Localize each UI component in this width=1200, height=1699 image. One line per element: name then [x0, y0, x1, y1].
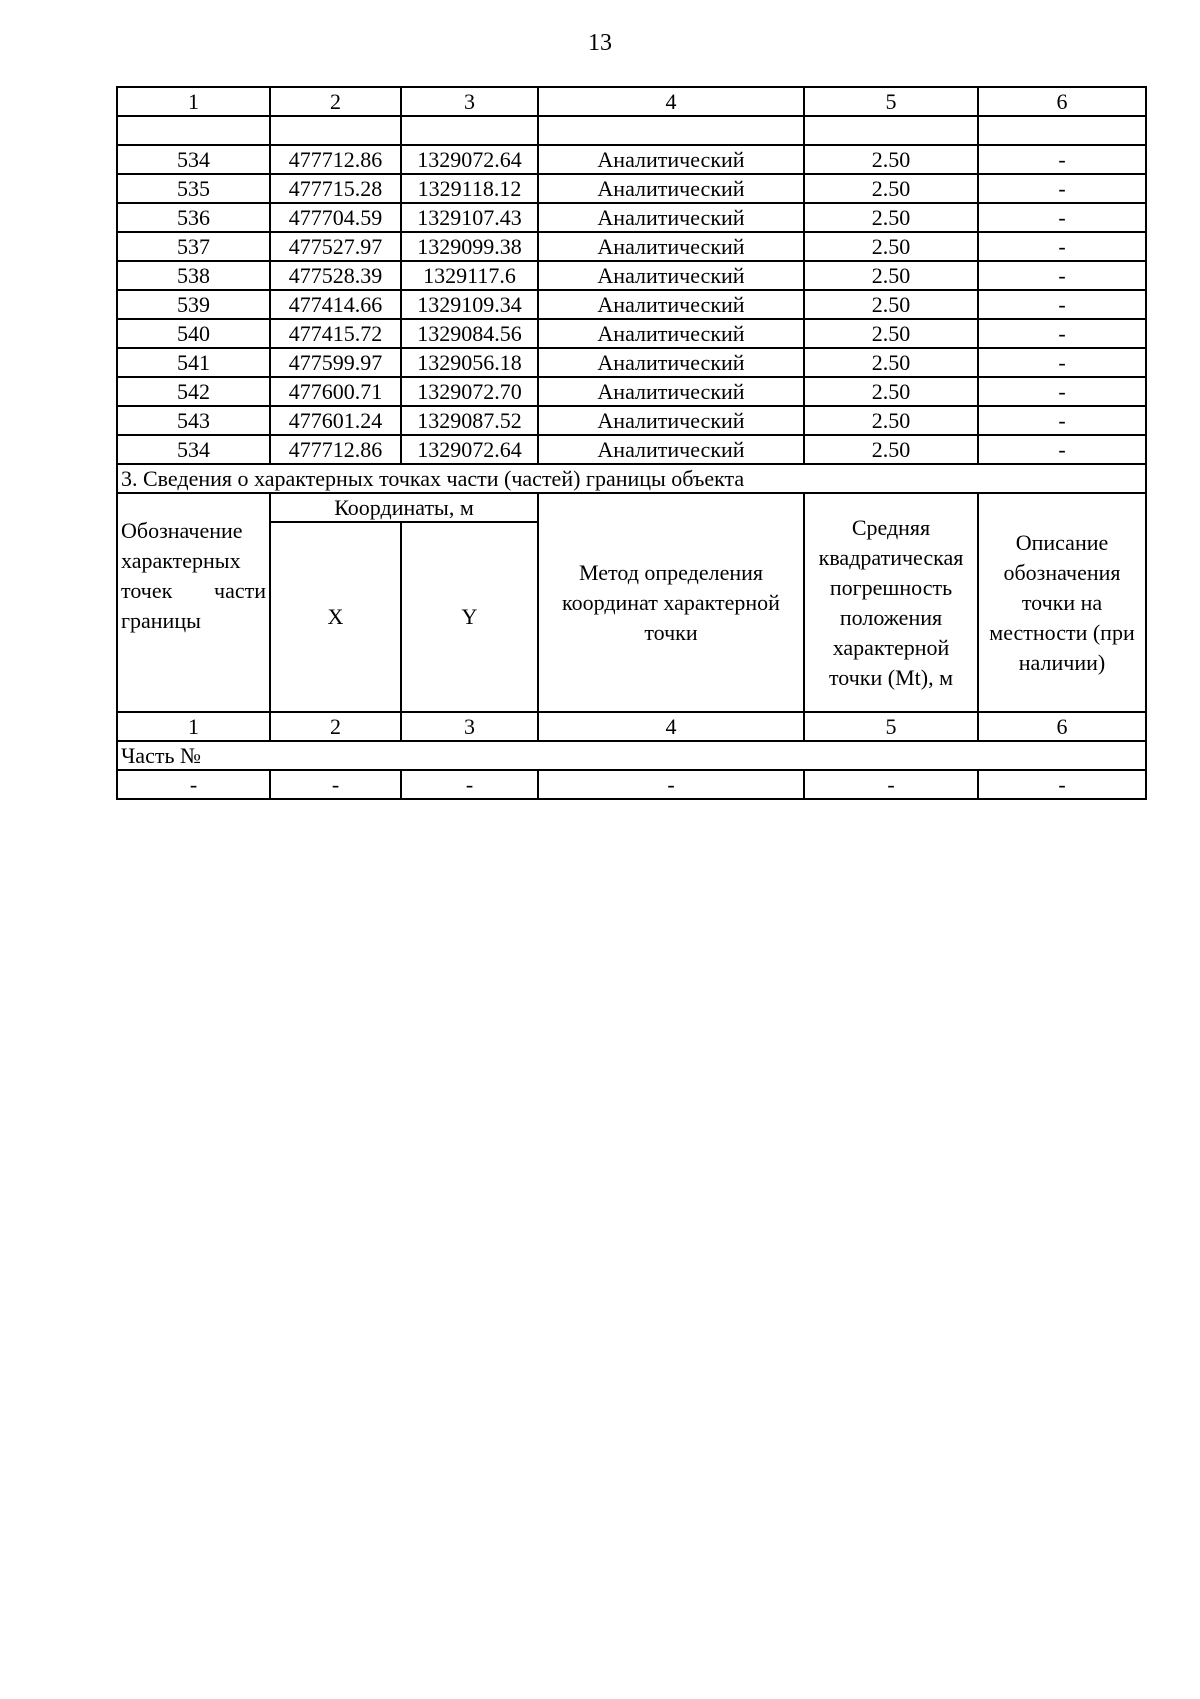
empty-cell [538, 116, 804, 145]
column-number: 3 [401, 87, 538, 116]
y-coordinate-cell: 1329109.34 [401, 290, 538, 319]
points-header-line [121, 576, 266, 606]
description-cell: - [978, 348, 1146, 377]
error-cell: 2.50 [804, 435, 978, 464]
x-coordinate-cell: 477600.71 [270, 377, 401, 406]
empty-value-cell: - [804, 770, 978, 799]
table-row [117, 377, 1146, 406]
column-number: 4 [538, 712, 804, 741]
x-coordinate-cell: 477528.39 [270, 261, 401, 290]
empty-value-cell: - [117, 770, 270, 799]
column-number: 6 [978, 712, 1146, 741]
description-cell: - [978, 435, 1146, 464]
method-cell: Аналитический [538, 377, 804, 406]
column-number-row [117, 87, 1146, 116]
x-coordinate-cell: 477599.97 [270, 348, 401, 377]
method-header: Метод определения координат характерной точки [538, 493, 804, 712]
x-coordinate-cell: 477712.86 [270, 435, 401, 464]
point-id-cell: 538 [117, 261, 270, 290]
point-id-cell: 534 [117, 145, 270, 174]
x-coordinate-cell: 477601.24 [270, 406, 401, 435]
column-number: 5 [804, 712, 978, 741]
method-cell: Аналитический [538, 261, 804, 290]
empty-cell [804, 116, 978, 145]
boundary-points-table [116, 86, 1147, 800]
empty-value-cell: - [401, 770, 538, 799]
point-id-cell: 536 [117, 203, 270, 232]
y-coordinate-cell: 1329056.18 [401, 348, 538, 377]
error-cell: 2.50 [804, 319, 978, 348]
y-coordinate-cell: 1329107.43 [401, 203, 538, 232]
method-cell: Аналитический [538, 203, 804, 232]
table-row [117, 261, 1146, 290]
column-number: 5 [804, 87, 978, 116]
part-label-row [117, 741, 1146, 770]
section-title-row [117, 464, 1146, 493]
section-title: 3. Сведения о характерных точках части (частей) границы объекта [117, 464, 1146, 493]
error-cell: 2.50 [804, 290, 978, 319]
section-header-row [117, 493, 1146, 522]
column-number: 1 [117, 712, 270, 741]
column-number: 2 [270, 87, 401, 116]
point-id-cell: 537 [117, 232, 270, 261]
y-coordinate-cell: 1329099.38 [401, 232, 538, 261]
description-cell: - [978, 174, 1146, 203]
empty-row [117, 116, 1146, 145]
table-row [117, 174, 1146, 203]
description-cell: - [978, 406, 1146, 435]
points-header-line: характерных [121, 548, 241, 573]
coordinates-header: Координаты, м [270, 493, 538, 522]
empty-value-cell: - [978, 770, 1146, 799]
empty-cell [401, 116, 538, 145]
point-id-cell: 535 [117, 174, 270, 203]
description-header: Описание обозначения точки на местности (при наличии) [978, 493, 1146, 712]
table-row [117, 435, 1146, 464]
error-cell: 2.50 [804, 261, 978, 290]
y-coordinate-cell: 1329072.64 [401, 435, 538, 464]
error-cell: 2.50 [804, 174, 978, 203]
y-coordinate-cell: 1329087.52 [401, 406, 538, 435]
description-cell: - [978, 290, 1146, 319]
empty-cell [270, 116, 401, 145]
y-coordinate-cell: 1329117.6 [401, 261, 538, 290]
y-header: Y [401, 522, 538, 712]
point-id-cell: 543 [117, 406, 270, 435]
error-cell: 2.50 [804, 203, 978, 232]
error-cell: 2.50 [804, 406, 978, 435]
method-cell: Аналитический [538, 319, 804, 348]
table-row [117, 232, 1146, 261]
table-row [117, 770, 1146, 799]
method-cell: Аналитический [538, 435, 804, 464]
part-label: Часть № [117, 741, 1146, 770]
points-header-line: Обозначение [121, 518, 243, 543]
method-cell: Аналитический [538, 145, 804, 174]
table-row [117, 290, 1146, 319]
points-header-word: точек [121, 578, 173, 603]
x-coordinate-cell: 477704.59 [270, 203, 401, 232]
x-coordinate-cell: 477527.97 [270, 232, 401, 261]
table-row [117, 406, 1146, 435]
table-row [117, 348, 1146, 377]
points-header-word: части [214, 578, 266, 603]
method-cell: Аналитический [538, 348, 804, 377]
table-row [117, 319, 1146, 348]
empty-value-cell: - [538, 770, 804, 799]
description-cell: - [978, 232, 1146, 261]
section-column-number-row [117, 712, 1146, 741]
x-coordinate-cell: 477715.28 [270, 174, 401, 203]
point-id-cell: 540 [117, 319, 270, 348]
column-number: 6 [978, 87, 1146, 116]
description-cell: - [978, 377, 1146, 406]
column-number: 3 [401, 712, 538, 741]
description-cell: - [978, 145, 1146, 174]
point-id-cell: 542 [117, 377, 270, 406]
point-id-cell: 534 [117, 435, 270, 464]
x-header: X [270, 522, 401, 712]
error-cell: 2.50 [804, 232, 978, 261]
column-number: 2 [270, 712, 401, 741]
method-cell: Аналитический [538, 290, 804, 319]
points-header [117, 493, 270, 712]
column-number: 4 [538, 87, 804, 116]
x-coordinate-cell: 477712.86 [270, 145, 401, 174]
empty-cell [117, 116, 270, 145]
empty-value-cell: - [270, 770, 401, 799]
y-coordinate-cell: 1329072.70 [401, 377, 538, 406]
empty-cell [978, 116, 1146, 145]
method-cell: Аналитический [538, 232, 804, 261]
error-cell: 2.50 [804, 377, 978, 406]
description-cell: - [978, 203, 1146, 232]
method-cell: Аналитический [538, 174, 804, 203]
y-coordinate-cell: 1329118.12 [401, 174, 538, 203]
y-coordinate-cell: 1329072.64 [401, 145, 538, 174]
error-cell: 2.50 [804, 145, 978, 174]
x-coordinate-cell: 477415.72 [270, 319, 401, 348]
table-row [117, 145, 1146, 174]
column-number: 1 [117, 87, 270, 116]
y-coordinate-cell: 1329084.56 [401, 319, 538, 348]
point-id-cell: 541 [117, 348, 270, 377]
point-id-cell: 539 [117, 290, 270, 319]
table-row [117, 203, 1146, 232]
x-coordinate-cell: 477414.66 [270, 290, 401, 319]
page-number: 13 [588, 30, 612, 56]
error-header: Средняя квадратическая погрешность положения характерной точки (Mt), м [804, 493, 978, 712]
description-cell: - [978, 319, 1146, 348]
method-cell: Аналитический [538, 406, 804, 435]
points-header-line: границы [121, 608, 201, 633]
description-cell: - [978, 261, 1146, 290]
error-cell: 2.50 [804, 348, 978, 377]
